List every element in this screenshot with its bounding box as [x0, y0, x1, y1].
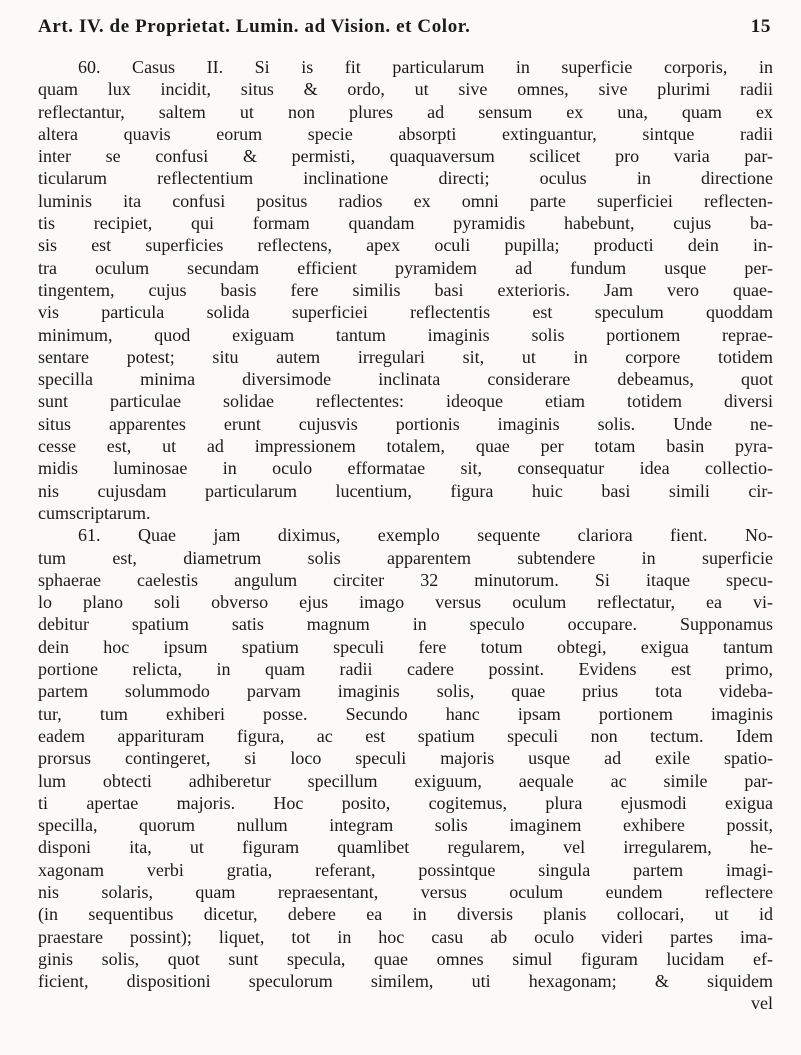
text-line: ginis solis, quot sunt specula, quae omnes simul figuram lucidam ef-	[38, 948, 773, 969]
text-line: inter se confusi & permisti, quaquaversum scilicet pro varia par-	[38, 146, 773, 167]
text-line: sunt particulae solidae reflectentes: ideoque etiam totidem diversi	[38, 391, 773, 412]
text-line: sis est superficies reflectens, apex oculi pupilla; producti dein in-	[38, 235, 773, 256]
text-line: midis luminosae in oculo efformatae sit, consequatur idea collectio-	[38, 458, 773, 479]
text-line: vis particula solida superficiei reflectentis est speculum quoddam	[38, 302, 773, 323]
text-line: xagonam verbi gratia, referant, possintque singula partem imagi-	[38, 859, 773, 880]
page-number: 15	[750, 16, 771, 37]
text-line: ficient, dispositioni speculorum similem, uti hexagonam; & siquidem	[38, 971, 773, 992]
text-line: tur, tum exhiberi posse. Secundo hanc ipsam portionem imaginis	[38, 703, 773, 724]
text-line: luminis ita confusi positus radios ex omni parte superficiei reflecten-	[38, 190, 773, 211]
text-line: prorsus contingeret, si loco speculi majoris usque ad exile spatio-	[38, 748, 773, 769]
text-line: sentare potest; situ autem irregulari sit, ut in corpore totidem	[38, 346, 773, 367]
running-head	[38, 16, 771, 44]
body-text	[38, 56, 773, 1015]
text-line: nis solaris, quam repraesentant, versus oculum eundem reflectere	[38, 881, 773, 902]
text-line: nis cujusdam particularum lucentium, figura huic basi simili cir-	[38, 480, 773, 501]
text-line: cesse est, ut ad impressionem totalem, quae per totam basin pyra-	[38, 436, 773, 457]
text-line: ticularum reflectentium inclinatione directi; oculus in directione	[38, 168, 773, 189]
text-line: vel	[751, 993, 773, 1014]
text-line: reflectantur, saltem ut non plures ad sensum ex una, quam ex	[38, 101, 773, 122]
text-line: minimum, quod exiguam tantum imaginis solis portionem reprae-	[38, 324, 773, 345]
text-line: eadem apparituram figura, ac est spatium speculi non tectum. Idem	[38, 725, 773, 746]
text-line: disponi ita, ut figuram quamlibet regularem, vel irregularem, he-	[38, 837, 773, 858]
text-line: tra oculum secundam efficient pyramidem ad fundum usque per-	[38, 257, 773, 278]
text-line: tis recipiet, qui formam quandam pyramidis habebunt, cujus ba-	[38, 213, 773, 234]
text-line: situs apparentes erunt cujusvis portionis imaginis solis. Unde ne-	[38, 413, 773, 434]
running-head-title: Art. IV. de Proprietat. Lumin. ad Vision. et Color.	[38, 16, 471, 37]
text-line: cumscriptarum.	[38, 502, 151, 523]
text-line: debitur spatium satis magnum in speculo occupare. Supponamus	[38, 614, 773, 635]
text-line: portione relicta, in quam radii cadere possint. Evidens est primo,	[38, 659, 773, 680]
text-line: dein hoc ipsum spatium speculi fere totum obtegi, exigua tantum	[38, 636, 773, 657]
text-line: lo plano soli obverso ejus imago versus oculum reflectatur, ea vi-	[38, 592, 773, 613]
text-line: partem solummodo parvam imaginis solis, quae prius tota videba-	[38, 681, 773, 702]
text-line: sphaerae caelestis angulum circiter 32 minutorum. Si itaque specu-	[38, 569, 773, 590]
text-line: tum est, diametrum solis apparentem subtendere in superficie	[38, 547, 773, 568]
text-line: altera quavis eorum specie absorpti extinguantur, sintque radii	[38, 123, 773, 144]
text-line: ti apertae majoris. Hoc posito, cogitemus, plura ejusmodi exigua	[38, 792, 773, 813]
text-line: 61. Quae jam diximus, exemplo sequente clariora fient. No-	[78, 525, 773, 546]
text-line: quam lux incidit, situs & ordo, ut sive omnes, sive plurimi radii	[38, 79, 773, 100]
text-line: specilla, quorum nullum integram solis imaginem exhibere possit,	[38, 815, 773, 836]
text-line: tingentem, cujus basis fere similis basi exterioris. Jam vero quae-	[38, 279, 773, 300]
text-line: lum obtecti adhiberetur specillum exiguum, aequale ac simile par-	[38, 770, 773, 791]
text-line: (in sequentibus dicetur, debere ea in diversis planis collocari, ut id	[38, 904, 773, 925]
text-line: specilla minima diversimode inclinata considerare debeamus, quot	[38, 369, 773, 390]
text-line: praestare possint); liquet, tot in hoc casu ab oculo videri partes ima-	[38, 926, 773, 947]
text-line: 60. Casus II. Si is fit particularum in superficie corporis, in	[78, 57, 773, 77]
